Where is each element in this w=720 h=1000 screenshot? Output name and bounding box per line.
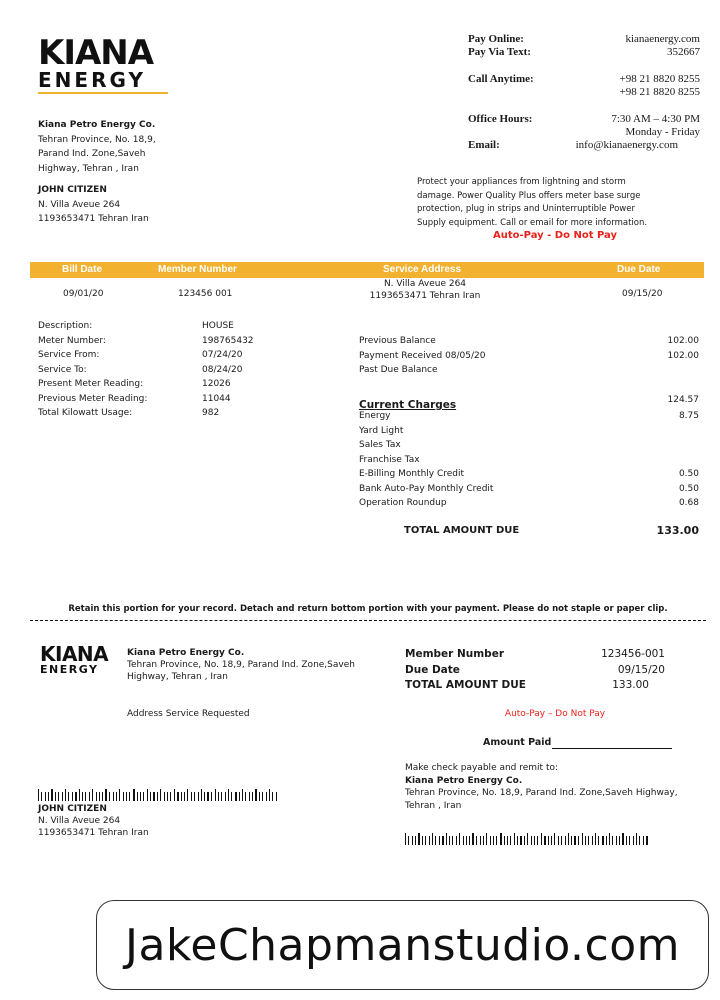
barcode-bar	[578, 836, 579, 845]
band-member-number-value: 123456 001	[178, 289, 233, 299]
pay-online-label: Pay Online:	[468, 33, 524, 45]
detail-row	[38, 406, 278, 421]
stub-company-address: Tehran Province, No. 18,9, Parand Ind. Zone,Saveh	[127, 660, 355, 670]
barcode-bar	[48, 792, 49, 801]
barcode-bar	[493, 836, 494, 845]
barcode-bar	[582, 833, 583, 845]
office-days-value: Monday - Friday	[625, 126, 700, 138]
barcode-bar	[160, 789, 161, 801]
office-hours-label: Office Hours:	[468, 113, 533, 125]
charge-label: Yard Light	[359, 425, 404, 436]
charge-value: 0.68	[678, 498, 699, 508]
stub-company	[127, 647, 377, 683]
pay-text-value: 352667	[667, 46, 700, 58]
barcode-bar	[551, 836, 552, 845]
charge-row	[359, 496, 699, 511]
barcode-bar	[147, 789, 148, 801]
call-value-alt: +98 21 8820 8255	[619, 86, 700, 98]
barcode-bar	[133, 789, 135, 801]
barcode-bar	[45, 792, 46, 801]
barcode-bar	[507, 836, 508, 845]
barcode-bar	[167, 792, 168, 801]
total-amount-label: TOTAL AMOUNT DUE	[404, 525, 520, 536]
promo-line: damage. Power Quality Plus offers meter base surge	[417, 190, 641, 201]
balance-row	[359, 334, 699, 349]
barcode-bar	[514, 833, 515, 845]
barcode-bar	[544, 836, 546, 845]
barcode-bar	[191, 792, 192, 801]
barcode-bar	[524, 836, 525, 845]
barcode-bar	[622, 833, 624, 845]
logo-energy-text: ENERGY	[38, 68, 146, 92]
stub-company-address: Highway, Tehran , Iran	[127, 672, 228, 682]
office-hours-value: 7:30 AM – 4:30 PM	[611, 113, 700, 125]
logo-kiana-text: KIANA	[38, 33, 154, 73]
barcode-bar	[239, 792, 240, 801]
barcode-bar	[262, 792, 263, 801]
pay-text-label: Pay Via Text:	[468, 46, 531, 58]
barcode-bar	[520, 836, 522, 845]
meter-details	[38, 319, 278, 421]
balance-value: 102.00	[667, 336, 699, 346]
customer-barcode	[38, 789, 279, 801]
barcode-bar	[231, 792, 232, 801]
barcode-bar	[184, 792, 185, 801]
barcode-bar	[435, 836, 436, 845]
barcode-bar	[571, 836, 572, 845]
stub-total-value: 133.00	[612, 679, 649, 691]
barcode-bar	[143, 792, 144, 801]
barcode-bar	[221, 792, 222, 801]
detail-label: Service To:	[38, 364, 87, 375]
barcode-bar	[554, 833, 555, 845]
barcode-bar	[449, 836, 450, 845]
barcode-bar	[123, 792, 124, 801]
barcode-bar	[215, 789, 216, 801]
stub-member-label: Member Number	[405, 648, 505, 660]
barcode-bar	[504, 836, 505, 845]
barcode-bar	[585, 836, 586, 845]
charge-row	[359, 424, 699, 439]
barcode-bar	[422, 836, 423, 845]
detail-row	[38, 392, 278, 407]
contact-block	[468, 33, 700, 152]
detail-value: 07/24/20	[202, 350, 243, 360]
barcode-bar	[442, 836, 444, 845]
amount-paid-label: Amount Paid	[483, 737, 552, 748]
barcode-bar	[537, 836, 538, 845]
barcode-bar	[588, 836, 589, 845]
call-value: +98 21 8820 8255	[619, 73, 700, 85]
barcode-bar	[469, 836, 470, 845]
service-address-line: 1193653471 Tehran Iran	[369, 291, 481, 301]
email-link[interactable]: info@kianaenergy.com	[575, 139, 678, 151]
retain-notice: Retain this portion for your record. Detach and return bottom portion with your payment. Please do not staple or paper clip.	[68, 604, 668, 614]
stub-logo-kiana: KIANA	[40, 642, 109, 666]
charge-label: Sales Tax	[359, 440, 401, 450]
barcode-bar	[636, 833, 637, 845]
barcode-bar	[269, 789, 270, 801]
barcode-bar	[181, 792, 182, 801]
barcode-bar	[85, 792, 86, 801]
detail-label: Total Kilowatt Usage:	[38, 408, 133, 418]
charges-list	[359, 409, 699, 511]
barcode-bar	[463, 836, 464, 845]
stub-member-row	[405, 647, 665, 663]
logo-underline	[38, 92, 168, 94]
charge-value: 0.50	[678, 483, 699, 494]
barcode-bar	[619, 836, 620, 845]
barcode-bar	[102, 792, 103, 801]
barcode-bar	[198, 792, 199, 801]
barcode-bar	[415, 836, 416, 845]
barcode-bar	[405, 833, 406, 845]
barcode-bar	[476, 836, 477, 845]
charge-row	[359, 453, 699, 468]
barcode-bar	[595, 833, 596, 845]
barcode-bar	[531, 836, 532, 845]
detail-label: Description:	[38, 321, 93, 331]
barcode-bar	[164, 792, 165, 801]
detail-value: HOUSE	[202, 321, 234, 331]
detail-label: Present Meter Reading:	[38, 379, 144, 389]
band-due-date-value: 09/15/20	[622, 289, 663, 299]
barcode-bar	[92, 789, 93, 801]
charge-row	[359, 438, 699, 453]
detail-row	[38, 363, 278, 378]
barcode-bar	[500, 833, 502, 845]
detach-line	[30, 620, 706, 621]
address-service-requested: Address Service Requested	[127, 709, 250, 719]
barcode-bar	[643, 836, 644, 845]
barcode-bar	[119, 789, 120, 801]
barcode-bar	[486, 833, 487, 845]
barcode-bar	[558, 836, 559, 845]
promo-text	[417, 176, 707, 230]
total-amount-value: 133.00	[656, 524, 699, 537]
promo-line: Protect your appliances from lightning and storm	[417, 177, 626, 187]
barcode-bar	[568, 833, 569, 845]
barcode-bar	[75, 792, 77, 801]
barcode-bar	[65, 789, 66, 801]
barcode-bar	[129, 792, 130, 801]
barcode-bar	[602, 836, 604, 845]
barcode-bar	[609, 833, 610, 845]
charge-label: Franchise Tax	[359, 454, 420, 465]
barcode-bar	[174, 789, 175, 801]
barcode-bar	[218, 792, 219, 801]
amount-paid-field[interactable]	[552, 748, 672, 749]
customer-address-line: N. Villa Aveue 264	[38, 199, 121, 210]
balance-section	[359, 334, 699, 378]
barcode-bar	[626, 836, 627, 845]
barcode-bar	[561, 836, 562, 845]
detail-row	[38, 319, 278, 334]
stub-due-row	[405, 663, 665, 679]
stub-customer-address: 1193653471 Tehran Iran	[38, 828, 149, 838]
barcode-bar	[472, 833, 474, 845]
detail-value: 08/24/20	[202, 364, 243, 375]
barcode-bar	[153, 792, 155, 801]
promo-line: protection, plug in strips and Uninterruptible Power	[417, 204, 635, 214]
band-bill-date-value: 09/01/20	[63, 289, 104, 299]
detail-label: Previous Meter Reading:	[38, 393, 148, 404]
company-address-line: Tehran Province, No. 18,9,	[38, 134, 156, 145]
barcode-bar	[633, 836, 634, 845]
barcode-bar	[429, 836, 430, 845]
company-name: Kiana Petro Energy Co.	[38, 120, 156, 130]
current-charges-value: 124.57	[667, 395, 699, 405]
promo-line: Supply equipment. Call or email for more information.	[417, 217, 648, 228]
barcode-bar	[496, 836, 497, 845]
barcode-bar	[82, 792, 83, 801]
detail-row	[38, 377, 278, 392]
barcode-bar	[612, 836, 613, 845]
barcode-bar	[38, 789, 39, 801]
barcode-bar	[456, 836, 457, 845]
bill-header-band	[30, 262, 704, 278]
barcode-bar	[527, 833, 528, 845]
charge-label: Bank Auto-Pay Monthly Credit	[359, 483, 494, 494]
barcode-bar	[242, 789, 243, 801]
balance-value: 102.00	[667, 350, 699, 361]
barcode-bar	[89, 792, 90, 801]
watermark-text: JakeChapmanstudio.com	[125, 919, 680, 971]
remit-barcode	[405, 833, 650, 845]
customer-address	[38, 183, 238, 227]
stub-total-label: TOTAL AMOUNT DUE	[405, 679, 526, 691]
stub-logo	[40, 644, 110, 678]
email-label: Email:	[468, 139, 500, 151]
barcode-bar	[459, 833, 460, 845]
remit-label: Make check payable and remit to:	[405, 763, 559, 773]
barcode-bar	[616, 836, 617, 845]
charge-row	[359, 482, 699, 497]
barcode-bar	[255, 789, 257, 801]
watermark-box	[96, 900, 709, 990]
stub-total-row	[405, 678, 665, 694]
barcode-bar	[266, 792, 267, 801]
balance-label: Previous Balance	[359, 336, 436, 346]
company-address-line: Highway, Tehran , Iran	[38, 163, 139, 174]
barcode-bar	[96, 792, 97, 801]
barcode-bar	[259, 792, 260, 801]
charge-value: 8.75	[678, 411, 699, 421]
remit-address: Tehran , Iran	[405, 800, 462, 811]
stub-logo-energy: ENERGY	[40, 663, 99, 676]
barcode-bar	[480, 836, 481, 845]
detail-label: Service From:	[38, 350, 100, 360]
barcode-bar	[51, 789, 53, 801]
barcode-bar	[55, 792, 56, 801]
barcode-bar	[446, 833, 447, 845]
barcode-bar	[639, 836, 640, 845]
balance-label: Payment Received 08/05/20	[359, 350, 486, 361]
barcode-bar	[418, 833, 420, 845]
barcode-bar	[466, 836, 467, 845]
barcode-bar	[235, 792, 237, 801]
barcode-bar	[126, 792, 127, 801]
barcode-bar	[541, 833, 542, 845]
barcode-bar	[225, 792, 226, 801]
barcode-bar	[41, 792, 42, 801]
stub-due-label: Due Date	[405, 663, 460, 676]
stub-customer	[38, 803, 238, 839]
barcode-bar	[490, 836, 491, 845]
barcode-bar	[150, 792, 151, 801]
balance-label: Past Due Balance	[359, 365, 438, 375]
autopay-notice: Auto-Pay - Do Not Pay	[493, 230, 617, 241]
barcode-bar	[598, 836, 599, 845]
barcode-bar	[425, 836, 426, 845]
barcode-bar	[177, 792, 179, 801]
barcode-bar	[170, 792, 171, 801]
current-charges-title: Current Charges	[359, 399, 457, 411]
barcode-bar	[629, 836, 630, 845]
customer-address-line: 1193653471 Tehran Iran	[38, 214, 149, 224]
current-charges-row	[359, 393, 699, 411]
barcode-bar	[109, 792, 110, 801]
barcode-bar	[249, 792, 250, 801]
barcode-bar	[548, 836, 549, 845]
barcode-bar	[276, 792, 277, 801]
call-label: Call Anytime:	[468, 73, 534, 85]
band-member-number: Member Number	[158, 264, 237, 275]
stub-member-value: 123456-001	[601, 648, 665, 660]
barcode-bar	[228, 789, 229, 801]
barcode-bar	[252, 792, 253, 801]
stub-summary	[405, 647, 665, 694]
barcode-bar	[187, 789, 188, 801]
barcode-bar	[105, 789, 107, 801]
charge-value: 0.50	[678, 469, 699, 479]
barcode-bar	[534, 836, 535, 845]
company-address	[38, 118, 238, 176]
barcode-bar	[452, 836, 453, 845]
company-logo	[38, 33, 170, 98]
customer-name: JOHN CITIZEN	[38, 185, 107, 195]
stub-autopay-notice: Auto-Pay – Do Not Pay	[504, 709, 606, 719]
stub-customer-address: N. Villa Aveue 264	[38, 816, 121, 826]
barcode-bar	[517, 836, 518, 845]
barcode-bar	[194, 792, 195, 801]
barcode-bar	[201, 789, 202, 801]
remit-block	[405, 762, 705, 812]
barcode-bar	[207, 792, 209, 801]
stub-company-name: Kiana Petro Energy Co.	[127, 648, 245, 658]
barcode-bar	[157, 792, 158, 801]
band-service-address: Service Address	[383, 264, 462, 275]
remit-address: Tehran Province, No. 18,9, Parand Ind. Zone,Saveh Highway,	[405, 788, 678, 798]
barcode-bar	[439, 836, 440, 845]
barcode-bar	[510, 836, 511, 845]
barcode-bar	[113, 792, 114, 801]
barcode-bar	[58, 792, 59, 801]
barcode-bar	[62, 792, 63, 801]
detail-label: Meter Number:	[38, 335, 106, 346]
detail-row	[38, 334, 278, 349]
detail-value: 11044	[202, 393, 231, 404]
barcode-bar	[211, 792, 212, 801]
balance-row	[359, 349, 699, 364]
barcode-bar	[137, 792, 138, 801]
balance-row	[359, 363, 699, 378]
barcode-bar	[245, 792, 246, 801]
barcode-bar	[116, 792, 117, 801]
charge-label: Energy	[359, 411, 391, 421]
charge-row	[359, 409, 699, 424]
stub-due-value: 09/15/20	[617, 663, 665, 676]
band-due-date: Due Date	[617, 264, 661, 275]
barcode-bar	[272, 792, 273, 801]
barcode-bar	[646, 836, 648, 845]
pay-online-link[interactable]: kianaenergy.com	[625, 33, 700, 45]
stub-customer-name: JOHN CITIZEN	[38, 804, 107, 814]
barcode-bar	[606, 836, 607, 845]
barcode-bar	[574, 836, 576, 845]
barcode-bar	[565, 836, 566, 845]
barcode-bar	[140, 792, 141, 801]
remit-name: Kiana Petro Energy Co.	[405, 775, 523, 786]
barcode-bar	[72, 792, 73, 801]
barcode-bar	[79, 789, 80, 801]
barcode-bar	[483, 836, 484, 845]
band-service-address-value	[350, 278, 500, 302]
company-address-line: Parand Ind. Zone,Saveh	[38, 149, 146, 159]
band-bill-date: Bill Date	[62, 264, 103, 275]
charge-label: E-Billing Monthly Credit	[359, 469, 465, 479]
barcode-bar	[432, 833, 433, 845]
detail-value: 12026	[202, 379, 231, 389]
barcode-bar	[68, 792, 69, 801]
barcode-bar	[99, 792, 100, 801]
detail-value: 198765432	[202, 335, 254, 346]
detail-row	[38, 348, 278, 363]
charge-row	[359, 467, 699, 482]
barcode-bar	[412, 836, 413, 845]
barcode-bar	[592, 836, 593, 845]
barcode-bar	[408, 836, 409, 845]
barcode-bar	[204, 792, 205, 801]
charge-label: Operation Roundup	[359, 498, 447, 508]
service-address-line: N. Villa Aveue 264	[383, 279, 467, 289]
detail-value: 982	[202, 408, 220, 418]
